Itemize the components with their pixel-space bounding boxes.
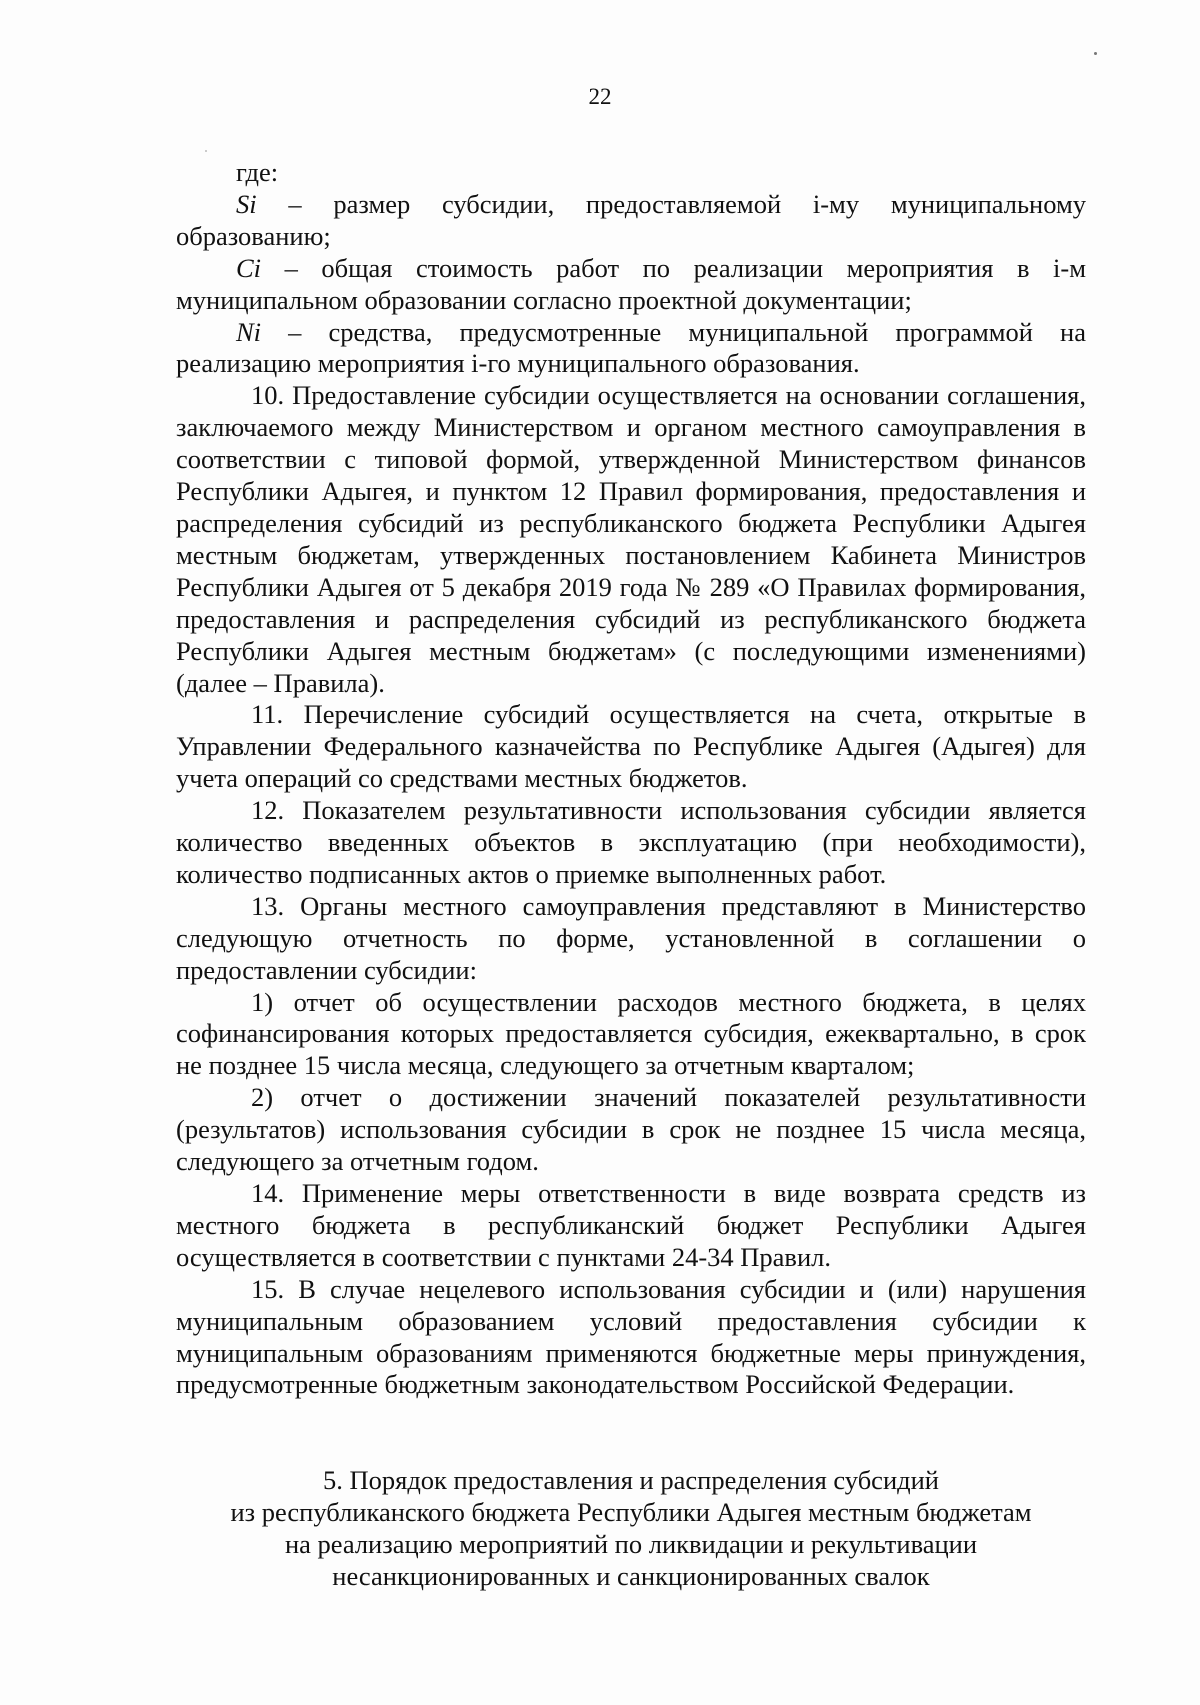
- paragraph-15: 15. В случае нецелевого использования субсидии и (или) нарушения муниципальным образованием условий предоставления субсидии к муниципальным образованиям применяются бюджетные меры принуждения, предусмотренные бюджетным законодательством Российской Федерации.: [176, 1273, 1086, 1400]
- document-body: [176, 157, 1086, 1401]
- scan-artifact-dot: [1094, 52, 1097, 55]
- paragraph-si-definition: [176, 189, 1086, 253]
- section-heading-line-2: из республиканского бюджета Республики Адыгея местным бюджетам: [230, 1496, 1032, 1527]
- page-number: 22: [588, 84, 612, 109]
- paragraph-ci-definition: [176, 253, 1086, 317]
- variable-si: Si: [236, 188, 257, 219]
- variable-ci: Ci: [236, 252, 262, 283]
- ni-definition-text: – средства, предусмотренные муниципальной программой на реализацию мероприятия i-го муниципального образования.: [176, 316, 1086, 379]
- paragraph-13-item-2: 2) отчет о достижении значений показателей результативности (результатов) использования субсидии в срок не позднее 15 числа месяца, следующего за отчетным годом.: [176, 1082, 1086, 1177]
- si-definition-text: – размер субсидии, предоставляемой i-му муниципальному образованию;: [176, 188, 1086, 251]
- paragraph-14: 14. Применение меры ответственности в виде возврата средств из местного бюджета в республиканский бюджет Республики Адыгея осуществляется в соответствии с пунктами 24-34 Правил.: [176, 1178, 1086, 1272]
- paragraph-where: где:: [236, 157, 279, 187]
- paragraph-12: 12. Показателем результативности использования субсидии является количество введенных объектов в эксплуатацию (при необходимости), количество подписанных актов о приемке выполненных работ.: [176, 795, 1086, 889]
- section-heading-line-1: 5. Порядок предоставления и распределения субсидий: [323, 1465, 939, 1495]
- ci-definition-text: – общая стоимость работ по реализации мероприятия в i-м муниципальном образовании согласно проектной документации;: [176, 252, 1086, 315]
- paragraph-13-item-1: 1) отчет об осуществлении расходов местного бюджета, в целях софинансирования которых предоставляется субсидия, ежеквартально, в срок не позднее 15 числа месяца, следующего за отчетным кварталом;: [176, 986, 1086, 1081]
- paragraph-10: 10. Предоставление субсидии осуществляется на основании соглашения, заключаемого между Министерством и органом местного самоуправления в соответствии с типовой формой, утвержденной Министерством финансов Республики Адыгея, и пунктом 12 Правил формирования, предоставления и распределения субсидий из республиканского бюджета Республики Адыгея местным бюджетам, утвержденных постановлением Кабинета Министров Республики Адыгея от 5 декабря 2019 года № 289 «О Правилах формирования, предоставления и распределения субсидий из республиканского бюджета Республики Адыгея местным бюджетам» (с последующими изменениями) (далее – Правила).: [176, 380, 1086, 698]
- paragraph-11: 11. Перечисление субсидий осуществляется на счета, открытые в Управлении Федерального казначейства по Республике Адыгея (Адыгея) для учета операций со средствами местных бюджетов.: [176, 699, 1086, 794]
- variable-ni: Ni: [236, 316, 262, 347]
- paragraph-13: 13. Органы местного самоуправления представляют в Министерство следующую отчетность по форме, установленной в соглашении о предоставлении субсидии:: [176, 890, 1086, 985]
- section-heading-line-4: несанкционированных и санкционированных свалок: [332, 1560, 930, 1591]
- paragraph-ni-definition: [176, 317, 1086, 381]
- section-heading: [176, 1465, 1086, 1593]
- section-heading-line-3: на реализацию мероприятий по ликвидации и рекультивации: [284, 1528, 978, 1559]
- scan-artifact-dot: [205, 150, 207, 152]
